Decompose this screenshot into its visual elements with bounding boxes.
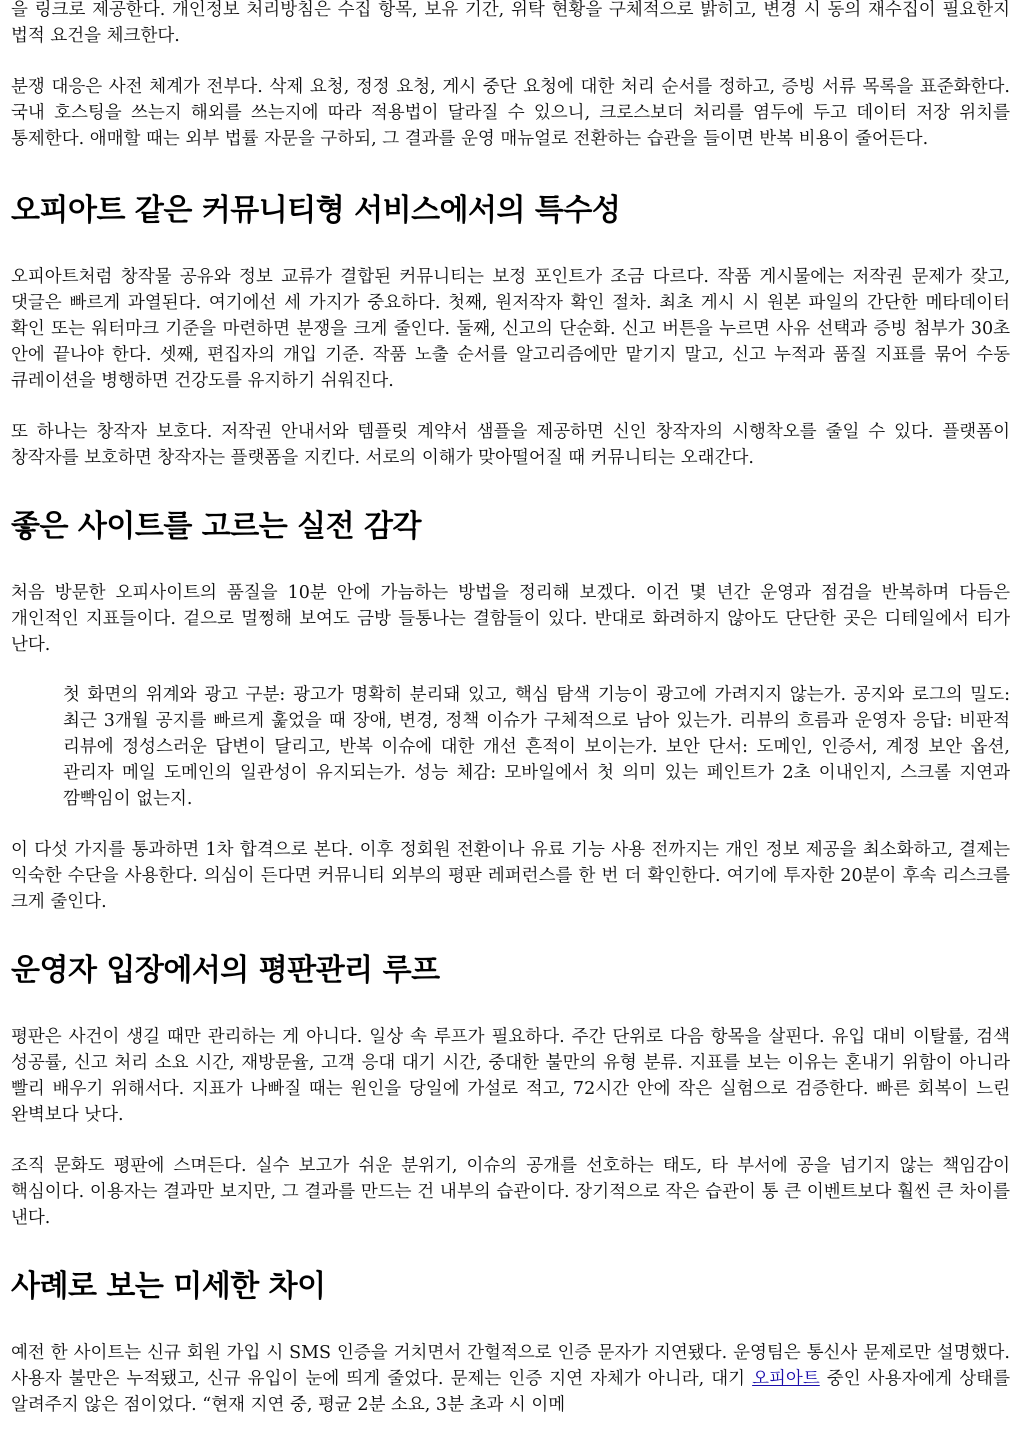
article-body: [11, 0, 1010, 1418]
paragraph-creator-protection: 또 하나는 창작자 보호다. 저작권 안내서와 템플릿 계약서 샘플을 제공하면 신인 창작자의 시행착오를 줄일 수 있다. 플랫폼이 창작자를 보호하면 창작자는 플랫폼을 지킨다. 서로의 이해가 맞아떨어질 때 커뮤니티는 오래간다.: [11, 422, 1010, 468]
paragraph-weekly-loop: 평판은 사건이 생길 때만 관리하는 게 아니다. 일상 속 루프가 필요하다. 주간 단위로 다음 항목을 살핀다. 유입 대비 이탈률, 검색 성공률, 신고 처리 소요 시간, 재방문율, 고객 응대 대기 시간, 중대한 불만의 유형 분류. 지표를 보는 이유는 혼내기 위함이 아니라 빨리 배우기 위해서다. 지표가 나빠질 때는 원인을 당일에 가설로 적고, 72시간 안에 작은 실험으로 검증한다. 빠른 회복이 느린 완벽보다 낫다.: [11, 1027, 1010, 1125]
paragraph-dispute-response: 분쟁 대응은 사전 체계가 전부다. 삭제 요청, 정정 요청, 게시 중단 요청에 대한 처리 순서를 정하고, 증빙 서류 목록을 표준화한다. 국내 호스팅을 쓰는지 해외를 쓰는지에 따라 적용법이 달라질 수 있으니, 크로스보더 처리를 염두에 두고 데이터 저장 위치를 통제한다. 애매할 때는 외부 법률 자문을 구하되, 그 결과를 운영 매뉴얼로 전환하는 습관을 들이면 반복 비용이 줄어든다.: [11, 77, 1010, 149]
sms-case-text-before: 예전 한 사이트는 신규 회원 가입 시 SMS 인증을 거치면서 간헐적으로 인증 문자가 지연됐다. 운영팀은 통신사 문제로만 설명했다. 사용자 불만은 누적됐고, 신규 유입이 눈에 띄게 줄었다. 문제는 인증 지연 자체가 아니라, 대기: [11, 1343, 1010, 1389]
paragraph-privacy-policy: 을 링크로 제공한다. 개인정보 처리방침은 수집 항목, 보유 기간, 위탁 현황을 구체적으로 밝히고, 변경 시 동의 재수집이 필요한지 법적 요건을 체크한다.: [11, 0, 1010, 46]
checklist-text: 첫 화면의 위계와 광고 구분: 광고가 명확히 분리돼 있고, 핵심 탐색 기능이 광고에 가려지지 않는가. 공지와 로그의 밀도: 최근 3개월 공지를 빠르게 훑었을 때 장애, 변경, 정책 이슈가 구체적으로 남아 있는가. 리뷰의 흐름과 운영자 응답: 비판적 리뷰에 정성스러운 답변이 달리고, 반복 이슈에 대한 개선 흔적이 보이는가. 보안 단서: 도메인, 인증서, 계정 보안 옵션, 관리자 메일 도메인의 일관성이 유지되는가. 성능 체감: 모바일에서 첫 의미 있는 페인트가 2초 이내인지, 스크롤 지연과 깜빡임이 없는지.: [63, 685, 1011, 809]
paragraph-ten-minute-check: 처음 방문한 오피사이트의 품질을 10분 안에 가늠하는 방법을 정리해 보겠다. 이건 몇 년간 운영과 점검을 반복하며 다듬은 개인적인 지표들이다. 겉으로 멀쩡해 보여도 금방 들통나는 결함들이 있다. 반대로 화려하지 않아도 단단한 곳은 디테일에서 티가 난다.: [11, 583, 1010, 655]
opiart-link[interactable]: 오피아트: [752, 1369, 820, 1389]
paragraph-org-culture: 조직 문화도 평판에 스며든다. 실수 보고가 쉬운 분위기, 이슈의 공개를 선호하는 태도, 타 부서에 공을 넘기지 않는 책임감이 핵심이다. 이용자는 결과만 보지만, 그 결과를 만드는 건 내부의 습관이다. 장기적으로 작은 습관이 통 큰 이벤트보다 훨씬 큰 차이를 낸다.: [11, 1156, 1010, 1228]
sms-case-text-after: 중인 사용자에게 상태를 알려주지 않은 점이었다. “현재 지연 중, 평균 2분 소요, 3분 초과 시 이메: [11, 1369, 1010, 1415]
paragraph-community-specifics: 오피아트처럼 창작물 공유와 정보 교류가 결합된 커뮤니티는 보정 포인트가 조금 다르다. 작품 게시물에는 저작권 문제가 잦고, 댓글은 빠르게 과열된다. 여기에선 세 가지가 중요하다. 첫째, 원저작자 확인 절차. 최초 게시 시 원본 파일의 간단한 메타데이터 확인 또는 워터마크 기준을 마련하면 분쟁을 크게 줄인다. 둘째, 신고의 단순화. 신고 버튼을 누르면 사유 선택과 증빙 첨부가 30초 안에 끝나야 한다. 셋째, 편집자의 개입 기준. 작품 노출 순서를 알고리즘에만 맡기지 말고, 신고 누적과 품질 지표를 묶어 수동 큐레이션을 병행하면 건강도를 유지하기 쉬워진다.: [11, 267, 1010, 391]
section-heading-case-study: 사례로 보는 미세한 차이: [11, 1269, 326, 1304]
paragraph-first-pass: 이 다섯 가지를 통과하면 1차 합격으로 본다. 이후 정회원 전환이나 유료 기능 사용 전까지는 개인 정보 제공을 최소화하고, 결제는 익숙한 수단을 사용한다. 의심이 든다면 커뮤니티 외부의 평판 레퍼런스를 한 번 더 확인한다. 여기에 투자한 20분이 후속 리스크를 크게 줄인다.: [11, 840, 1010, 912]
paragraph-sms-case: [11, 1340, 1010, 1418]
section-heading-reputation-loop: 운영자 입장에서의 평판관리 루프: [11, 953, 440, 988]
section-heading-community: 오피아트 같은 커뮤니티형 서비스에서의 특수성: [11, 193, 621, 228]
section-heading-choosing-sites: 좋은 사이트를 고르는 실전 감각: [11, 509, 422, 544]
checklist-blockquote: [63, 682, 1010, 812]
